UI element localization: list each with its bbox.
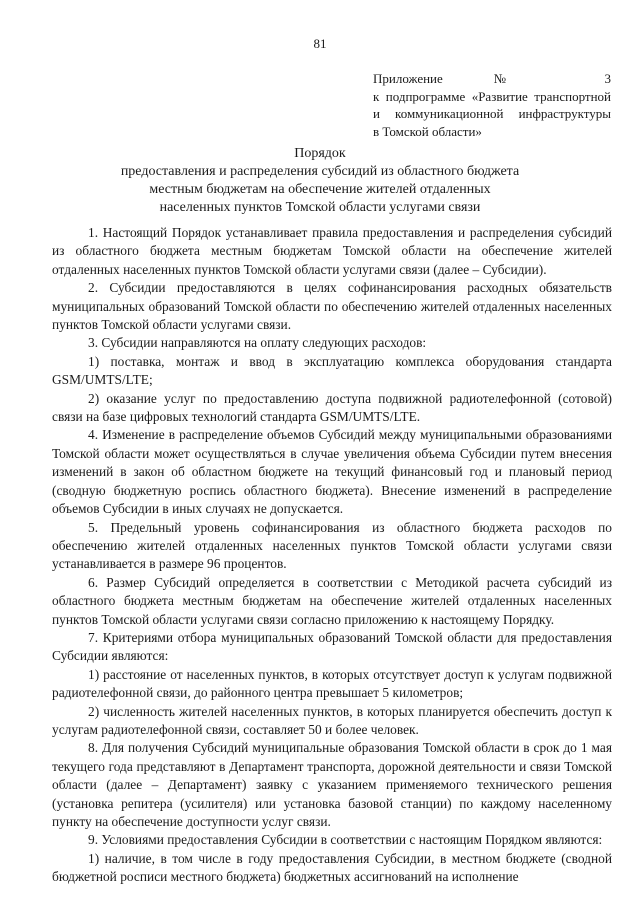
paragraph: 7. Критериями отбора муниципальных образований Томской области для предоставления Субсидии являются: xyxy=(52,629,612,664)
appendix-line: в Томской области» xyxy=(373,123,482,139)
title-line: населенных пунктов Томской области услугами связи xyxy=(159,200,481,215)
paragraph: 8. Для получения Субсидий муниципальные образования Томской области в срок до 1 мая текущего года представляют в Департамент транспорта, дорожной деятельности и связи Томской области (далее – Департамент) заявку с указанием применяемого технического решения (установка репитера (усилителя) или установка базовой станции) по каждому населенному пункту на обеспечение доступности услуг связи. xyxy=(52,740,612,829)
paragraph: 1) расстояние от населенных пунктов, в которых отсутствует доступ к услугам подвижной радиотелефонной связи, до районного центра превышает 5 километров; xyxy=(52,666,612,701)
appendix-line: и коммуникационной инфраструктуры xyxy=(373,106,611,121)
title-line: Порядок xyxy=(294,146,346,161)
paragraph: 4. Изменение в распределение объемов Субсидий между муниципальными образованиями Томской области может осуществляться в случае увеличения объема Субсидии путем внесения изменений в закон об областном бюджете на текущий финансовый год и плановый период (сводную бюджетную роспись областного бюджета). Внесение изменений в распределение объемов Субсидии в иных случаях не допускается. xyxy=(52,427,612,517)
paragraph: 2) оказание услуг по предоставлению доступа подвижной радиотелефонной (сотовой) связи на базе цифровых технологий стандарта GSM/UMTS/LTE. xyxy=(52,390,612,425)
paragraph: 2. Субсидии предоставляются в целях софинансирования расходных обязательств муниципальных образований Томской области по обеспечению жителей отдаленных населенных пунктов Томской области услугами связи. xyxy=(52,280,612,333)
appendix-line: Приложение № 3 xyxy=(373,71,611,86)
document-title xyxy=(90,145,550,217)
paragraph: 3. Субсидии направляются на оплату следующих расходов: xyxy=(88,335,427,351)
paragraph: 5. Предельный уровень софинансирования из областного бюджета расходов по обеспечению жителей отдаленных населенных пунктов Томской области услугами связи устанавливается в размере 96 процентов. xyxy=(52,519,612,572)
appendix-line: к подпрограмме «Развитие транспортной xyxy=(373,88,611,104)
title-line: предоставления и распределения субсидий из областного бюджета xyxy=(120,164,520,179)
paragraph: 2) численность жителей населенных пунктов, в которых планируется обеспечить доступ к услугам радиотелефонной связи, составляет 50 и более человек. xyxy=(52,703,612,737)
document-body xyxy=(52,224,612,887)
paragraph: 1) поставка, монтаж и ввод в эксплуатацию комплекса оборудования стандарта GSM/UMTS/LTE; xyxy=(52,353,612,388)
page-number: 81 xyxy=(313,36,327,51)
appendix-header xyxy=(373,70,611,140)
paragraph: 1. Настоящий Порядок устанавливает правила предоставления и распределения субсидий из областного бюджета местным бюджетам Томской области на обеспечение жителей отдаленных населенных пунктов Томской области услугами связи (далее – Субсидии). xyxy=(52,225,612,277)
paragraph: 1) наличие, в том числе в году предоставления Субсидии, в местном бюджете (сводной бюджетной росписи местного бюджета) бюджетных ассигнований на исполнение xyxy=(52,850,612,885)
paragraph: 6. Размер Субсидий определяется в соответствии с Методикой расчета субсидий из областного бюджета местным бюджетам на обеспечение жителей отдаленных населенных пунктов Томской области услугами связи согласно приложению к настоящему Порядку. xyxy=(52,574,612,627)
title-line: местным бюджетам на обеспечение жителей отдаленных xyxy=(149,182,491,197)
paragraph: 9. Условиями предоставления Субсидии в соответствии с настоящим Порядком являются: xyxy=(88,832,603,848)
